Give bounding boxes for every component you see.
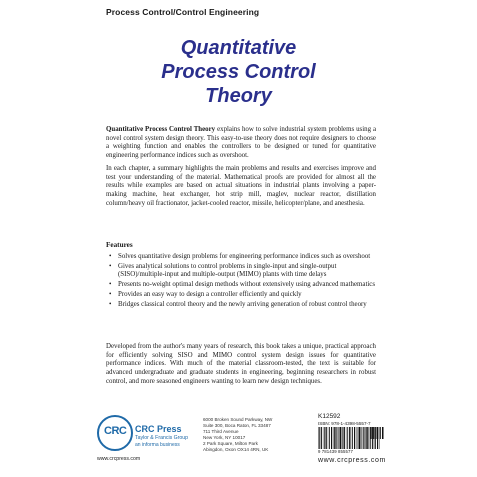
address-line: 6000 Broken Sound Parkway, NW [203,417,273,422]
barcode-bar [349,427,350,449]
barcode-bar [362,427,363,449]
paragraph-1-text: explains how to solve industrial system problems using a novel control system design theory. This easy-to-use theory does not require designers to choose a weighting function and enables the controllers to be designed or tuned for quantitative engineering performance indices such as overshoot. [106,126,377,160]
crc-press-logo [97,415,205,460]
barcode-bar [366,427,367,449]
barcode-bar [342,427,343,449]
publisher-tagline: an informa business [135,442,180,448]
feature-item: • Solves quantitative design problems for engineering performance indices such as overshoot [106,253,381,262]
isbn-text: ISBN: 978-1-4398-5557-7 [318,421,371,426]
barcode-bar [367,427,368,449]
barcode-bar [358,427,359,449]
book-title-line-3: Theory [205,85,272,107]
address-line: Abingdon, Oxon OX14 4RN, UK [203,447,269,452]
feature-item: • Provides an easy way to design a controller efficiently and quickly [106,291,381,300]
book-title-line-1: Quantitative [180,37,297,59]
paragraph-bold-lead: Quantitative Process Control Theory [106,126,216,133]
publisher-name: CRC Press [135,424,182,434]
barcode-bar [375,427,376,439]
barcode-bar [326,427,327,449]
barcode-bar [324,427,325,449]
address-line: Suite 300, Boca Raton, FL 33487 [203,423,271,428]
barcode-bar [354,427,355,449]
barcode-bar [373,427,374,439]
publisher-url: www.crcpress.com [97,456,141,462]
description-paragraph-2: In each chapter, a summary highlights the main problems and results and exercises improve and test your understanding of the material. Mathematical proofs are provided for almost all the results while examples are based on actual situations in industrial plants involving a paper-making machine, heat exchanger, hot strip mill, maglev, nuclear reactor, distillation column/heavy oil fractionator, jacket-cooled reactor, missile, helicopter/plane, and anesthesia. [106,165,376,207]
publisher-address [203,417,303,453]
barcode-bar [335,427,336,449]
barcode-bar [377,427,378,439]
feature-item: • Gives analytical solutions to control problems in single-input and single-output (SISO)/multiple-input and multiple-output (MIMO) plants with time delays [106,263,381,280]
feature-item: • Bridges classical control theory and the newly arriving generation of robust control theory [106,301,381,310]
address-line: 711 Third Avenue [203,429,239,434]
barcode-bar [339,427,340,449]
features-list [106,253,381,310]
features-heading: Features [106,241,133,249]
price-barcode-icon [370,427,384,439]
publisher-group: Taylor & Francis Group [135,435,189,441]
description-paragraph-1 [106,126,376,161]
crc-logo-mark: CRC [104,425,127,437]
address-line: New York, NY 10017 [203,435,246,440]
series-label: Process Control/Control Engineering [106,7,260,17]
feature-item: • Presents no-weight optimal design methods without extensively using advanced mathematics [106,281,381,290]
barcode-bar [344,427,345,449]
barcode-digits: 9 781439 855577 [318,449,353,454]
bottom-url: www.crcpress.com [318,457,386,464]
barcode-bar [363,427,364,449]
barcode-bar [352,427,353,449]
barcode-bar [340,427,341,449]
barcode-bar [329,427,330,449]
barcode-bar [380,427,381,439]
catalog-number: K12592 [318,413,341,420]
address-line: 2 Park Square, Milton Park [203,441,258,446]
barcode-bar [359,427,360,449]
barcode-bar [382,427,383,439]
barcode-bar [321,427,322,449]
barcode-bar [347,427,348,449]
book-title-line-2: Process Control [161,61,316,83]
barcode-bar [371,427,372,439]
description-paragraph-3: Developed from the author's many years of research, this book takes a unique, practical approach for efficiently solving SISO and MIMO control system design issues for quantitative performance indices. With much of the material classroom-tested, the text is suitable for advanced undergraduate and graduate students in engineering, beginning researchers in robust control, and more seasoned engineers wanting to learn new design techniques. [106,343,376,385]
barcode-bar [319,427,320,449]
barcode-bar [334,427,335,449]
barcode-bar [331,427,332,449]
